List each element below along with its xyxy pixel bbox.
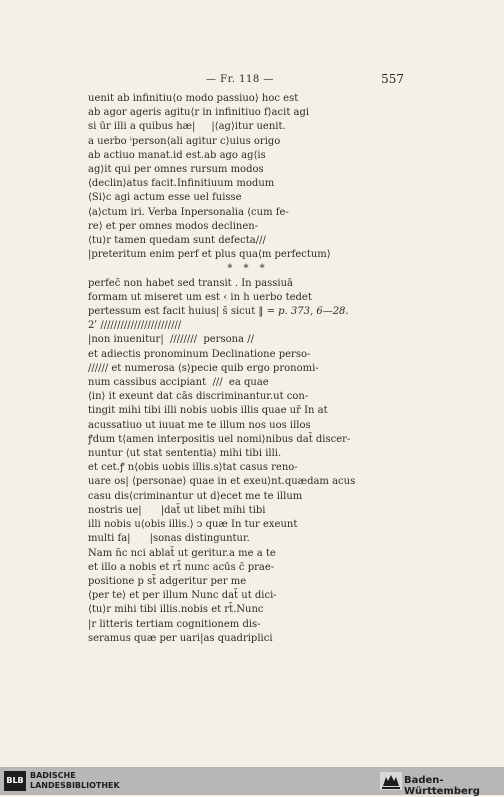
- text-line: ab actiuo manat.id est.ab ago ag⟨is: [88, 149, 266, 161]
- library-name-line1: BADISCHE: [30, 771, 76, 780]
- state-name[interactable]: Baden-Württemberg: [404, 775, 480, 797]
- text-line: et cet.ꝭ n⟨obis uobis illis.s⟩tat casus reno-: [88, 462, 298, 474]
- text-line: si ūr illi a quibus hæ| |⟨ag⟩itur uenit.: [88, 121, 286, 133]
- text-line: nuntur ⟨ut stat sententia⟩ mihi tibi illi.: [88, 448, 282, 460]
- text-line: seramus quæ per uari|as quadriplici: [88, 632, 273, 644]
- text-line: ꝭdum t⟨amen interpositis uel nomi⟩nibus dat̄ discer-: [88, 433, 351, 445]
- text-line: |r litteris tertiam cognitionem dis-: [88, 618, 261, 630]
- text-line: Nam n̄c nci ablat̄ ut geritur.a me a te: [88, 547, 276, 559]
- page-number: 557: [381, 72, 404, 86]
- text-line: ⟨Si⟩c agi actum esse uel fuisse: [88, 192, 242, 204]
- text-line: multi fa| |sonas distinguntur.: [88, 533, 250, 545]
- text-line: casu dis⟨criminantur ut d⟩ecet me te illum: [88, 490, 303, 502]
- text-block: [88, 92, 408, 646]
- text-line: uare os| ⟨personae⟩ quae in et exeu⟩nt.quædam acus: [88, 476, 356, 488]
- library-name: [30, 771, 120, 791]
- text-line: |non inuenitur| //////// persona //: [88, 334, 254, 346]
- text-line: ⟨tu⟩r mihi tibi illis.nobis et rt̄.Nunc: [88, 604, 264, 616]
- text-line: |preteritum enim perf et plus qua⟨m perfectum⟩: [88, 249, 331, 261]
- text-line: a uerbo ⁱperson⟨ali agitur c⟩uius origo: [88, 135, 281, 147]
- page-header: [88, 74, 404, 90]
- text-line: et adiectis pronominum Declinatione perso-: [88, 348, 311, 360]
- section-stars: * * *: [227, 263, 269, 275]
- text-line: ⟨a⟩ctum iri. Verba Inpersonalia ⟨cum fe-: [88, 206, 289, 218]
- text-line: positione p st̄ adgeritur per me: [88, 575, 247, 587]
- coat-of-arms-icon: [380, 772, 402, 790]
- text-line: num cassibus accipiant /// ea quae: [88, 377, 269, 389]
- reference-line-text: pertessum est facit huius| s̄ sicut ‖ =: [88, 306, 279, 318]
- library-name-line2: LANDESBIBLIOTHEK: [30, 781, 120, 790]
- text-line: formam ut miseret um est ‹ in h uerbo tedet: [88, 291, 312, 303]
- blb-logo[interactable]: BLB: [4, 771, 26, 791]
- text-line: 2ʹ ////////////////////////: [88, 320, 182, 332]
- text-line: ⟨in⟩ it exeunt dat cās discriminantur.ut con-: [88, 391, 309, 403]
- text-line: nostris ue| |dat̄ ut libet mihi tibi: [88, 504, 266, 516]
- text-line: ab agor ageris agitu⟨r in infinitiuo f⟩acit agi: [88, 107, 310, 119]
- text-line: acussatiuo ut iuuat me te illum nos uos illos: [88, 419, 311, 431]
- text-line: et illo a nobis et rt̄ nunc acūs c̄ prae-: [88, 561, 275, 573]
- reference-citation: p. 373, 6—28.: [278, 306, 349, 318]
- text-line: uenit ab infinitiu⟨o modo passiuo⟩ hoc est: [88, 93, 299, 104]
- text-line: perfec̄ non habet sed transit . In passiuā: [88, 277, 294, 289]
- text-line: ⟨tu⟩r tamen quedam sunt defecta///: [88, 235, 266, 247]
- running-head: — Fr. 118 —: [206, 74, 274, 85]
- text-line: tingit mihi tibi illi nobis uobis illis quae ur̄ In at: [88, 405, 328, 417]
- text-line: re⟩ et per omnes modos declinen-: [88, 220, 259, 232]
- text-line: ////// et numerosa ⟨s⟩pecie quib ergo pronomi-: [88, 362, 319, 374]
- footer-bar: [0, 767, 504, 795]
- text-line: ⟨per te⟩ et per illum Nunc dat̄ ut dici-: [88, 590, 277, 602]
- reference-line: [88, 305, 408, 319]
- text-line: ⟨declin⟩atus facit.Infinitiuum modum: [88, 178, 275, 190]
- text-line: ag⟩it qui per omnes rursum modos: [88, 164, 264, 176]
- text-line: illi nobis u⟨obis illis.⟩ ͻ quæ In tur exeunt: [88, 519, 298, 531]
